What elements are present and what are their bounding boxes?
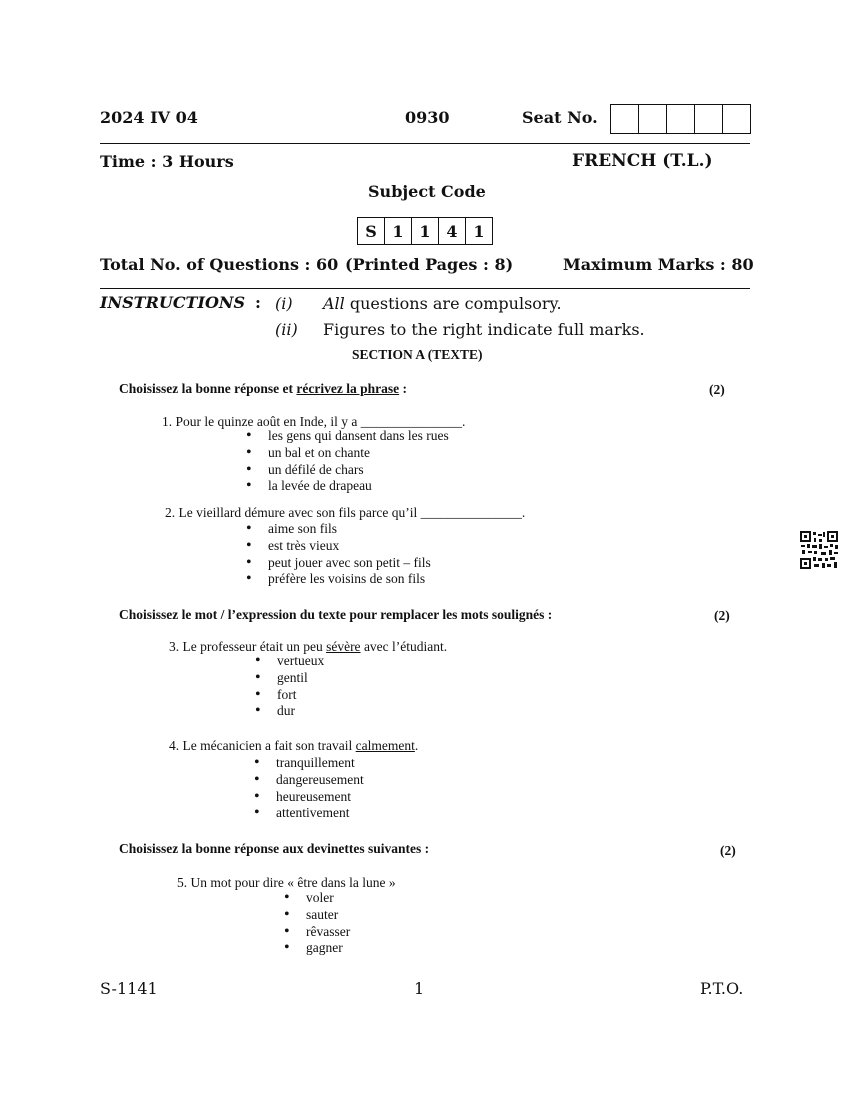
- question-text: 1. Pour le quinze août en Inde, il y a _______________.: [162, 414, 466, 429]
- instructions-colon: :: [255, 293, 261, 312]
- subject-name: FRENCH (T.L.): [572, 151, 713, 171]
- option-item: • fort: [255, 687, 324, 704]
- option-item: • gentil: [255, 670, 324, 687]
- group-instruction: Choisissez la bonne réponse aux devinettes suivantes :: [119, 841, 430, 856]
- group-instruction-end: :: [399, 381, 407, 396]
- group-marks: (2): [714, 608, 730, 623]
- question-options: [284, 890, 350, 957]
- exam-code: 2024 IV 04: [100, 108, 198, 127]
- question-text: [169, 738, 418, 754]
- group-instruction-text: Choisissez la bonne réponse et: [119, 381, 297, 396]
- group-marks: (2): [709, 382, 725, 397]
- option-item: • la levée de drapeau: [246, 478, 449, 495]
- subject-code-char: 1: [465, 218, 492, 244]
- question-text-start: 4. Le mécanicien a fait son travail: [169, 738, 356, 753]
- question-options: [255, 653, 324, 720]
- option-item: • tranquillement: [254, 755, 364, 772]
- seat-digit-box[interactable]: [666, 105, 694, 133]
- question-text-end: avec l’étudiant.: [360, 639, 448, 654]
- question-text: 5. Un mot pour dire « être dans la lune »: [177, 875, 396, 890]
- group-marks: (2): [720, 843, 736, 858]
- option-item: • aime son fils: [246, 521, 431, 538]
- group-instruction: Choisissez le mot / l’expression du texte pour remplacer les mots soulignés :: [119, 607, 553, 622]
- maximum-marks: Maximum Marks : 80: [563, 255, 754, 274]
- question-options: [246, 428, 449, 495]
- exam-time: Time : 3 Hours: [100, 152, 234, 171]
- option-item: • dur: [255, 703, 324, 720]
- subject-code-label: Subject Code: [368, 182, 486, 201]
- option-item: • vertueux: [255, 653, 324, 670]
- option-item: • voler: [284, 890, 350, 907]
- section-title: SECTION A (TEXTE): [352, 347, 483, 362]
- total-questions: Total No. of Questions : 60: [100, 255, 339, 274]
- question-options: [246, 521, 431, 588]
- subject-code-char: S: [365, 221, 377, 241]
- instruction-text-rest: questions are compulsory.: [344, 294, 562, 313]
- option-item: • attentivement: [254, 805, 364, 822]
- subject-code-char: 4: [438, 218, 465, 244]
- question-underlined-word: sévère: [326, 639, 361, 654]
- instruction-number: (i): [275, 294, 293, 313]
- please-turn-over: P.T.O.: [700, 979, 744, 998]
- printed-pages: (Printed Pages : 8): [345, 255, 514, 274]
- option-item: • rêvasser: [284, 924, 350, 941]
- question-underlined-word: calmement: [355, 738, 415, 753]
- subject-code-boxes: [357, 217, 493, 245]
- question-options: [254, 755, 364, 822]
- group-instruction-underlined: récrivez la phrase: [296, 381, 400, 396]
- seat-digit-box[interactable]: [694, 105, 722, 133]
- seat-digit-box[interactable]: [638, 105, 666, 133]
- seat-digit-box[interactable]: [611, 105, 638, 133]
- option-item: • sauter: [284, 907, 350, 924]
- option-item: • dangereusement: [254, 772, 364, 789]
- subject-code-char: 1: [384, 218, 411, 244]
- subject-code-char: 1: [411, 218, 438, 244]
- option-item: • un bal et on chante: [246, 445, 449, 462]
- paper-code: 0930: [405, 108, 450, 127]
- option-item: • gagner: [284, 940, 350, 957]
- option-item: • peut jouer avec son petit – fils: [246, 555, 431, 572]
- seat-number-boxes[interactable]: [610, 104, 751, 134]
- instruction-text: Figures to the right indicate full marks.: [323, 320, 645, 339]
- option-item: • les gens qui dansent dans les rues: [246, 428, 449, 445]
- instructions-label: INSTRUCTIONS: [100, 293, 246, 312]
- qr-code-icon: [799, 530, 839, 570]
- seat-digit-box[interactable]: [722, 105, 750, 133]
- instruction-emphasis: All: [323, 294, 345, 313]
- option-item: • heureusement: [254, 789, 364, 806]
- header-divider: [100, 143, 750, 144]
- instruction-number: (ii): [275, 320, 298, 339]
- question-text-end: .: [414, 738, 419, 753]
- question-text: 2. Le vieillard démure avec son fils parce qu’il _______________.: [165, 505, 526, 520]
- option-item: • un défilé de chars: [246, 462, 449, 479]
- group-instruction: [119, 381, 407, 397]
- question-text-start: 3. Le professeur était un peu: [169, 639, 327, 654]
- seat-number-label: Seat No.: [522, 108, 598, 127]
- option-item: • est très vieux: [246, 538, 431, 555]
- footer-paper-code: S-1141: [100, 979, 158, 998]
- option-item: • préfère les voisins de son fils: [246, 571, 431, 588]
- page-number: 1: [414, 979, 425, 998]
- instruction-text: [323, 294, 562, 313]
- instructions-divider: [100, 288, 750, 289]
